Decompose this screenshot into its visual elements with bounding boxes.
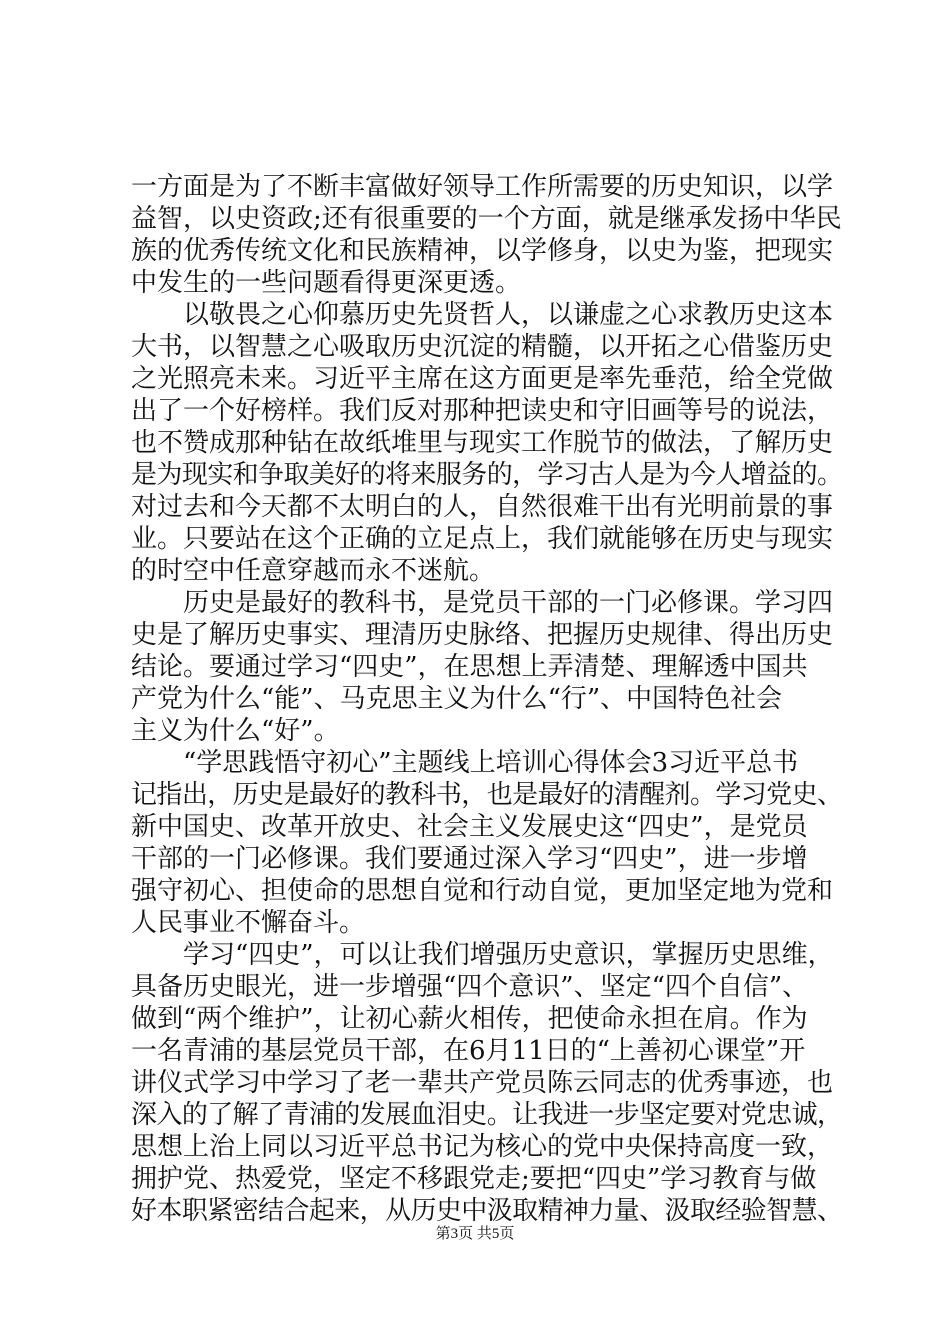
text-line: 益智，以史资政;还有很重要的一个方面，就是继承发扬中华民: [131, 204, 842, 234]
text-line: 新中国史、改革开放史、社会主义发展史这“四史”，是党员: [131, 812, 808, 842]
text-line: 记指出，历史是最好的教科书，也是最好的清醒剂。学习党史、: [131, 780, 843, 810]
text-line: 深入的了解了青浦的发展血泪史。让我进一步坚定要对党忠诚，: [131, 1100, 843, 1130]
text-line: 拥护党、热爱党，坚定不移跟党走;要把“四史”学习教育与做: [131, 1164, 817, 1194]
text-line: 是为现实和争取美好的将来服务的，学习古人是为今人增益的。: [131, 460, 843, 490]
text-line: 干部的一门必修课。我们要通过深入学习“四史”，进一步增: [131, 844, 808, 874]
text-line: 对过去和今天都不太明白的人，自然很难干出有光明前景的事: [131, 492, 834, 522]
text-line: 强守初心、担使命的思想自觉和行动自觉，更加坚定地为党和: [131, 876, 834, 906]
text-line: “学思践悟守初心”主题线上培训心得体会3习近平总书: [131, 748, 799, 778]
text-line: 人民事业不懈奋斗。: [131, 908, 366, 938]
text-line: 一方面是为了不断丰富做好领导工作所需要的历史知识，以学: [131, 172, 834, 202]
text-line: 做到“两个维护”，让初心薪火相传，把使命永担在肩。作为: [131, 1004, 808, 1034]
text-line: 历史是最好的教科书，是党员干部的一门必修课。学习四: [131, 588, 834, 618]
page-footer: 第3页 共5页: [435, 1226, 515, 1242]
text-line: 也不赞成那种钻在故纸堆里与现实工作脱节的做法，了解历史: [131, 428, 834, 458]
text-line: 之光照亮未来。习近平主席在这方面更是率先垂范，给全党做: [131, 364, 834, 394]
text-line: 好本职紧密结合起来，从历史中汲取精神力量、汲取经验智慧、: [131, 1196, 843, 1226]
text-line: 族的优秀传统文化和民族精神，以学修身，以史为鉴，把现实: [131, 236, 834, 266]
text-line: 具备历史眼光，进一步增强“四个意识”、坚定“四个自信”、: [131, 972, 809, 1002]
text-line: 的时空中任意穿越而永不迷航。: [131, 556, 496, 586]
text-line: 业。只要站在这个正确的立足点上，我们就能够在历史与现实: [131, 524, 834, 554]
text-line: 一名青浦的基层党员干部，在6月11日的“上善初心课堂”开: [131, 1036, 806, 1066]
text-line: 学习“四史”，可以让我们增强历史意识，掌握历史思维，: [131, 940, 834, 970]
text-line: 结论。要通过学习“四史”，在思想上弄清楚、理解透中国共: [131, 652, 808, 682]
text-line: 主义为什么“好”。: [131, 716, 340, 746]
text-line: 史是了解历史事实、理清历史脉络、把握历史规律、得出历史: [131, 620, 834, 650]
text-line: 大书，以智慧之心吸取历史沉淀的精髓，以开拓之心借鉴历史: [131, 332, 834, 362]
text-line: 讲仪式学习中学习了老一辈共产党员陈云同志的优秀事迹，也: [131, 1068, 834, 1098]
text-line: 思想上治上同以习近平总书记为核心的党中央保持高度一致，: [131, 1132, 834, 1162]
text-line: 中发生的一些问题看得更深更透。: [131, 268, 522, 298]
text-line: 产党为什么“能”、马克思主义为什么“行”、中国特色社会: [131, 684, 783, 714]
text-line: 以敬畏之心仰慕历史先贤哲人，以谦虚之心求教历史这本: [131, 300, 834, 330]
body-text: [131, 171, 843, 1227]
text-line: 出了一个好榜样。我们反对那种把读史和守旧画等号的说法，: [131, 396, 834, 426]
